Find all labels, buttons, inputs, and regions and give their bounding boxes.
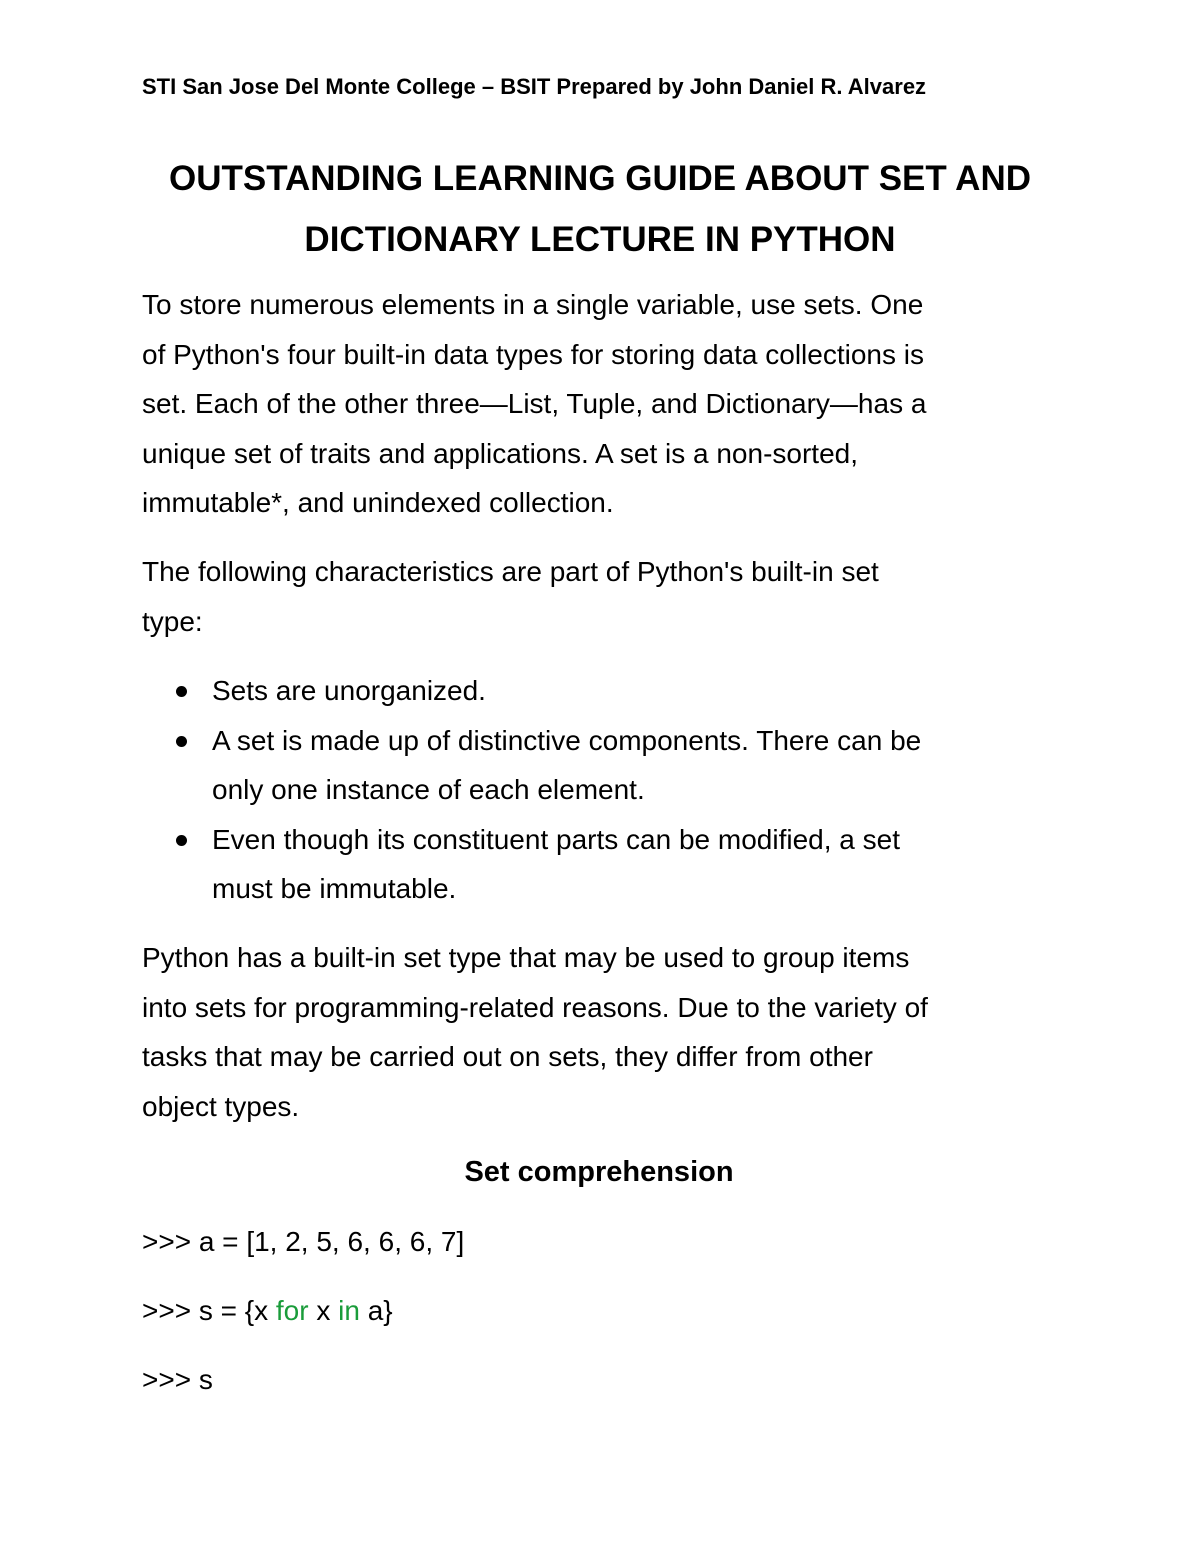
list-item	[142, 815, 1072, 914]
paragraph-line: set. Each of the other three—List, Tuple, and Dictionary—has a	[142, 388, 927, 419]
paragraph-line: The following characteristics are part of Python's built-in set	[142, 556, 879, 587]
bullet-icon	[176, 835, 187, 846]
bullet-icon	[176, 736, 187, 747]
paragraph-line: tasks that may be carried out on sets, they differ from other	[142, 1041, 873, 1072]
paragraph-line: type:	[142, 605, 203, 637]
section-heading: Set comprehension	[464, 1156, 734, 1188]
code-text: a}	[359, 1295, 393, 1326]
list-item	[142, 716, 1072, 815]
paragraph-line: To store numerous elements in a single variable, use sets. One	[142, 289, 924, 320]
list-item-line: Even though its constituent parts can be modified, a set	[212, 823, 900, 855]
title-line-2: DICTIONARY LECTURE IN PYTHON	[304, 220, 896, 259]
intro-paragraph	[142, 280, 1072, 528]
title-line-1: OUTSTANDING LEARNING GUIDE ABOUT SET AND	[168, 159, 1032, 198]
code-keyword-in: in	[338, 1295, 360, 1326]
set-type-paragraph	[142, 933, 1072, 1131]
list-item-line: only one instance of each element.	[212, 774, 645, 805]
code-line-2	[142, 1289, 393, 1333]
document-title	[120, 148, 1080, 270]
code-text: >>> s = {x	[142, 1295, 276, 1326]
code-line-1: >>> a = [1, 2, 5, 6, 6, 6, 7]	[142, 1226, 465, 1257]
paragraph-line: object types.	[142, 1090, 300, 1122]
code-line-3: >>> s	[142, 1364, 213, 1395]
code-keyword-for: for	[275, 1295, 309, 1326]
paragraph-line: immutable*, and unindexed collection.	[142, 487, 614, 518]
list-item-line: must be immutable.	[212, 873, 457, 904]
paragraph-line: unique set of traits and applications. A set is a non-sorted,	[142, 437, 858, 469]
list-item	[142, 666, 1072, 716]
page-header: STI San Jose Del Monte College – BSIT Prepared by John Daniel R. Alvarez	[142, 74, 927, 99]
paragraph-line: Python has a built-in set type that may be used to group items	[142, 942, 910, 973]
list-item-line: A set is made up of distinctive components. There can be	[212, 724, 922, 756]
characteristics-intro-paragraph	[142, 547, 1072, 646]
list-item-line: Sets are unorganized.	[212, 675, 486, 706]
characteristics-list	[142, 666, 1072, 914]
code-text: x	[308, 1295, 339, 1326]
paragraph-line: into sets for programming-related reasons. Due to the variety of	[142, 991, 928, 1023]
paragraph-line: of Python's four built-in data types for storing data collections is	[142, 338, 924, 370]
bullet-icon	[176, 686, 187, 697]
